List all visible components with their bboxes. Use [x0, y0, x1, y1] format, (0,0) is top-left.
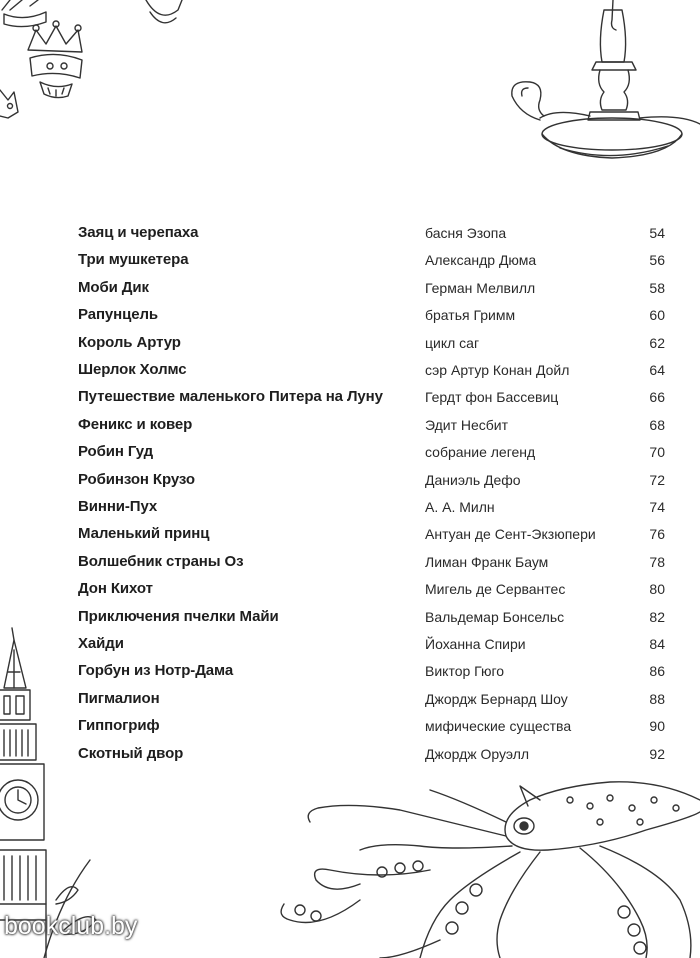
crown-icon — [2, 0, 182, 27]
toc-author: Александр Дюма — [425, 252, 537, 269]
toc-author: сэр Артур Конан Дойл — [425, 362, 570, 378]
toc-title: Хайди — [78, 635, 124, 652]
toc-page-number: 70 — [649, 444, 665, 461]
squid-icon — [281, 782, 700, 958]
watermark: bookclub.by — [4, 912, 138, 940]
toc-page-number: 68 — [649, 416, 665, 433]
toc-page-number: 54 — [649, 225, 665, 241]
toc-author: басня Эзопа — [425, 225, 507, 241]
toc-author: собрание легенд — [425, 444, 536, 461]
toc-title: Горбун из Нотр-Дама — [78, 662, 234, 680]
toc-entry[interactable] — [0, 741, 700, 768]
toc-entry[interactable] — [0, 658, 700, 685]
candlestick-icon — [512, 0, 700, 158]
toc-author: Виктор Гюго — [425, 663, 505, 680]
toc-entry[interactable] — [0, 357, 700, 384]
toc-entry[interactable] — [0, 412, 700, 439]
toc-page-number: 84 — [649, 636, 665, 652]
toc-author: Йоханна Спири — [425, 636, 526, 652]
crown-icon — [0, 90, 18, 118]
toc-title: Винни-Пух — [78, 498, 158, 515]
toc-title: Пигмалион — [78, 689, 160, 707]
toc-entry[interactable] — [0, 494, 700, 521]
toc-entry[interactable] — [0, 604, 700, 631]
toc-entry[interactable] — [0, 275, 700, 302]
toc-page-number: 78 — [649, 553, 665, 570]
toc-author: А. А. Милн — [425, 499, 495, 515]
toc-title: Шерлок Холмс — [78, 361, 187, 378]
toc-entry[interactable] — [0, 549, 700, 576]
toc-title: Феникс и ковер — [78, 415, 193, 433]
toc-title: Маленький принц — [78, 525, 210, 543]
toc-title: Дон Кихот — [78, 580, 153, 598]
toc-entry[interactable] — [0, 686, 700, 713]
toc-entry[interactable] — [0, 631, 700, 658]
toc-page-number: 56 — [649, 252, 665, 269]
toc-entry[interactable] — [0, 439, 700, 466]
toc-entry[interactable] — [0, 330, 700, 357]
toc-title: Моби Дик — [78, 278, 149, 296]
toc-author: Джордж Бернард Шоу — [425, 690, 568, 707]
toc-author: Герман Мелвилл — [425, 279, 536, 296]
toc-entry[interactable] — [0, 713, 700, 740]
toc-page-number: 82 — [649, 608, 665, 625]
crown-icon — [28, 21, 82, 98]
toc-page-number: 90 — [649, 718, 665, 735]
toc-entry[interactable] — [0, 521, 700, 548]
toc-entry[interactable] — [0, 247, 700, 274]
toc-author: Антуан де Сент-Экзюпери — [425, 526, 596, 543]
toc-entry[interactable] — [0, 467, 700, 494]
toc-entry[interactable] — [0, 384, 700, 411]
toc-title: Робин Гуд — [78, 443, 154, 461]
toc-page-number: 92 — [649, 745, 665, 762]
toc-title: Три мушкетера — [78, 251, 189, 269]
toc-author: мифические существа — [425, 718, 572, 735]
toc-page-number: 88 — [649, 690, 665, 707]
toc-author: Лиман Франк Баум — [425, 553, 549, 570]
toc-entry[interactable] — [0, 302, 700, 329]
toc-page-number: 66 — [649, 389, 665, 406]
toc-page-number: 60 — [649, 307, 665, 324]
toc-author: братья Гримм — [425, 307, 516, 324]
toc-title: Робинзон Крузо — [78, 470, 195, 488]
toc-page-number: 62 — [649, 334, 665, 351]
toc-page-number: 58 — [649, 279, 665, 296]
toc-author: Джордж Оруэлл — [425, 745, 530, 762]
toc-title: Скотный двор — [78, 744, 184, 762]
toc-page-number: 64 — [649, 362, 665, 378]
toc-entry[interactable] — [0, 576, 700, 603]
toc-page-number: 76 — [649, 526, 665, 543]
toc-author: Гердт фон Бассевиц — [425, 389, 559, 406]
toc-title: Волшебник страны Оз — [78, 552, 244, 570]
toc-title: Заяц и черепаха — [78, 224, 199, 241]
toc-title: Путешествие маленького Питера на Луну — [78, 388, 383, 406]
toc-title: Король Артур — [78, 333, 181, 351]
toc-author: Эдит Несбит — [425, 416, 509, 433]
plant-icon — [44, 860, 96, 958]
toc-title: Гиппогриф — [78, 717, 160, 735]
toc-author: Даниэль Дефо — [425, 471, 521, 488]
toc-page-number: 80 — [649, 581, 665, 598]
toc-author: цикл саг — [425, 334, 480, 351]
toc-page-number: 74 — [649, 499, 665, 515]
toc-title: Рапунцель — [78, 306, 159, 324]
toc-page-number: 72 — [649, 471, 665, 488]
toc-author: Мигель де Сервантес — [425, 581, 566, 598]
toc-entry[interactable] — [0, 220, 700, 247]
toc-page-number: 86 — [649, 663, 665, 680]
toc-author: Вальдемар Бонсельс — [425, 608, 565, 625]
toc-title: Приключения пчелки Майи — [78, 607, 279, 625]
